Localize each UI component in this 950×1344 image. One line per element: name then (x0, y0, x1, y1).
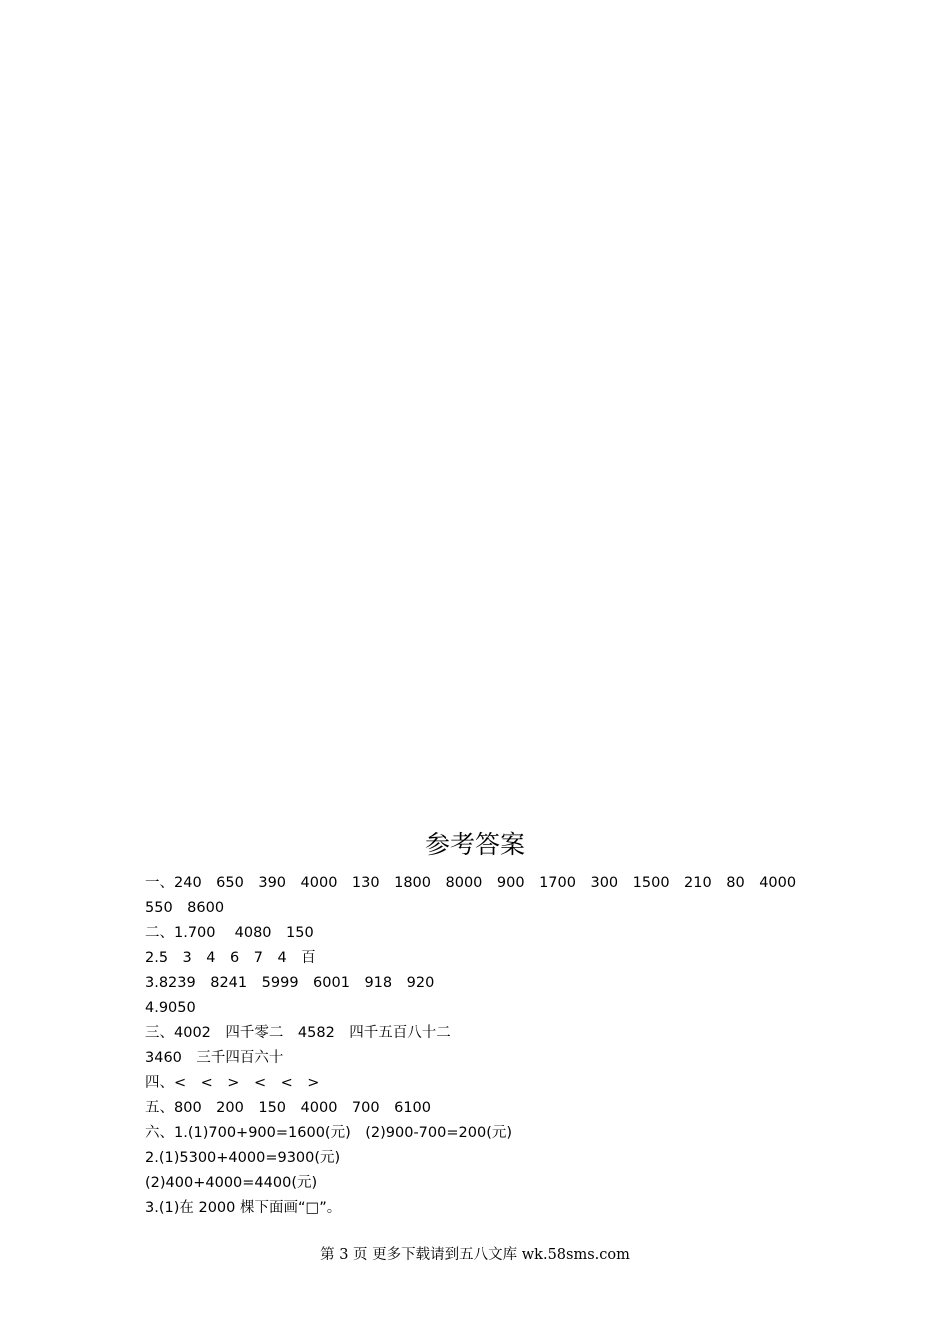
answer-line: 一、240 650 390 4000 130 1800 8000 900 1700 300 1500 210 80 4000 (145, 875, 797, 891)
answer-line: 550 8600 (145, 900, 225, 916)
answer-line: 2.(1)5300+4000=9300(元) (145, 1150, 341, 1166)
answer-line: 五、800 200 150 4000 700 6100 (145, 1100, 432, 1116)
answer-line: 4.9050 (145, 1000, 196, 1016)
answer-title: 参考答案 (424, 830, 525, 859)
answer-line: 3460 三千四百六十 (145, 1050, 284, 1066)
answer-list (145, 871, 825, 1221)
answer-line: 四、< < > < < > (145, 1075, 320, 1091)
answer-line: 3.(1)在 2000 棵下面画“□”。 (145, 1200, 342, 1216)
answer-line: 三、4002 四千零二 4582 四千五百八十二 (145, 1025, 451, 1041)
answer-line: 二、1.700 4080 150 (145, 925, 314, 941)
answer-line: 2.5 3 4 6 7 4 百 (145, 950, 316, 966)
answer-line: (2)400+4000=4400(元) (145, 1175, 318, 1191)
answer-line: 六、1.(1)700+900=1600(元) (2)900-700=200(元) (145, 1125, 513, 1141)
answer-line: 3.8239 8241 5999 6001 918 920 (145, 975, 435, 991)
page-footer: 第 3 页 更多下载请到五八文库 wk.58sms.com (320, 1247, 630, 1263)
